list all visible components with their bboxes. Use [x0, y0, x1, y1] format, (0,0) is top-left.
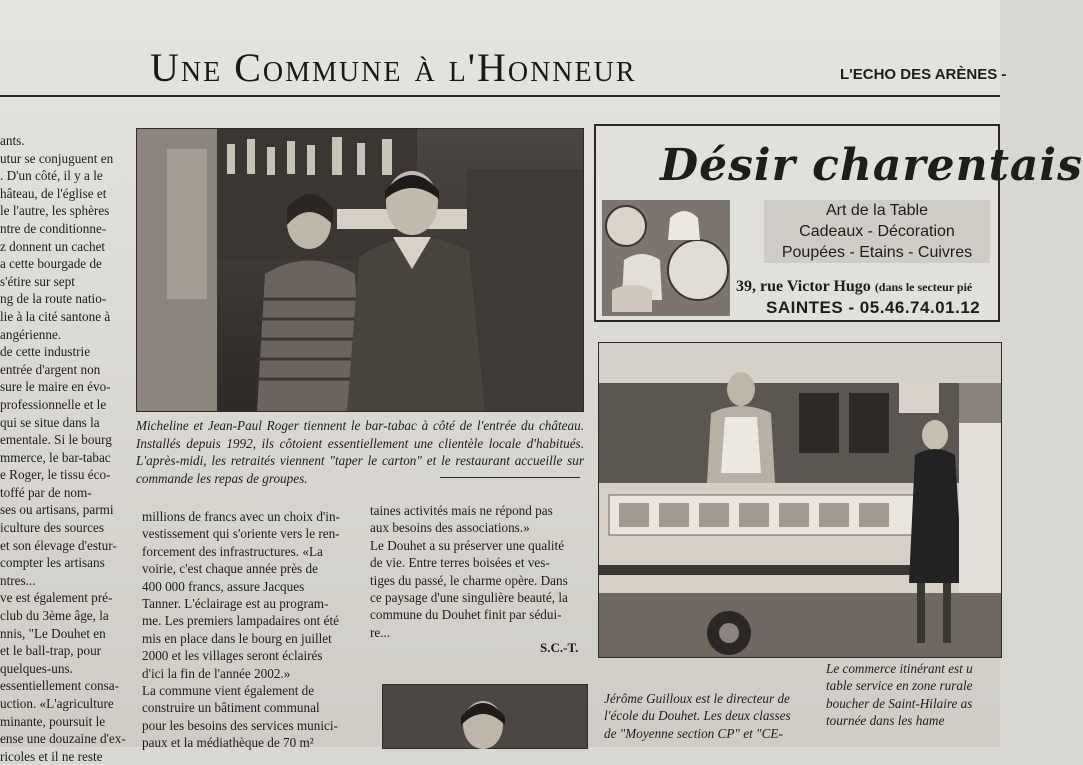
article-line: iculture des sources — [0, 520, 104, 536]
caption-rule — [440, 477, 580, 478]
middle-article-column — [142, 508, 356, 752]
article-line: construire un bâtiment communal — [142, 700, 320, 716]
article-line: angérienne. — [0, 326, 62, 342]
article-line: ense une douzaine d'ex- — [0, 731, 126, 747]
article-line: commune du Douhet finit par sédui- — [370, 607, 562, 623]
article-line: quelques-uns. — [0, 660, 73, 676]
article-line: ementale. Si le bourg — [0, 432, 112, 448]
article-line: 2000 et les villages seront éclairés — [142, 648, 323, 664]
page-title: Une Commune à l'Honneur — [150, 45, 637, 90]
article-line: a cette bourgade de — [0, 256, 102, 272]
ad-title: Désir charentais — [660, 140, 1083, 191]
article-line: e Roger, le tissu éco- — [0, 467, 111, 483]
advertisement-desir-charentais — [594, 124, 1083, 322]
article-line: boucher de Saint-Hilaire as — [826, 695, 973, 711]
article-line: qui se situe dans la — [0, 414, 100, 430]
teacher-illustration — [383, 685, 587, 748]
article-line: voirie, c'est chaque année près de — [142, 561, 318, 577]
article-line: de cette industrie — [0, 344, 91, 360]
article-line: ntre de conditionne- — [0, 220, 107, 236]
article-line: ants. — [0, 133, 25, 148]
article-line: et le ball-trap, pour — [0, 643, 102, 659]
article-line: minante, poursuit le — [0, 713, 106, 729]
article-line: paux et la médiathèque de 70 m² — [142, 735, 314, 751]
article-line: et son élevage d'estur- — [0, 537, 117, 553]
article-line: de vie. Entre terres boisées et ves- — [370, 555, 550, 571]
article-line: Le Douhet a su préserver une qualité — [370, 537, 565, 553]
article-line: . D'un côté, il y a le — [0, 168, 103, 184]
section-label: L'ECHO DES ARÈNES - — [840, 66, 1007, 83]
article-line: 400 000 francs, assure Jacques — [142, 578, 305, 594]
author-signature: S.C.-T. — [540, 640, 579, 655]
ad-address — [736, 278, 972, 296]
teacher-caption — [604, 690, 814, 742]
caption-line: l'école du Douhet. Les deux classes — [604, 708, 791, 724]
article-line: aux besoins des associations.» — [370, 520, 530, 536]
article-line: compter les artisans — [0, 555, 105, 571]
butcher-truck-illustration — [599, 343, 1001, 657]
teacher-photo — [382, 684, 588, 749]
article-line: ce paysage d'une singulière beauté, la — [370, 590, 568, 606]
bar-interior-illustration — [137, 129, 583, 411]
article-line: ses ou artisans, parmi — [0, 502, 114, 518]
article-line: essentiellement consa- — [0, 678, 120, 694]
article-line: club du 3ème âge, la — [0, 608, 109, 624]
ad-address-note: (dans le secteur pié — [874, 280, 973, 294]
article-line: s'étire sur sept — [0, 273, 75, 289]
right-article-column — [370, 502, 584, 641]
article-line: mis en place dans le bourg en juillet — [142, 630, 332, 646]
article-line: Le commerce itinérant est u — [826, 661, 973, 676]
article-line: Tanner. L'éclairage est au program- — [142, 596, 329, 612]
article-line: vestissement qui s'oriente vers le ren- — [142, 526, 340, 542]
article-line: d'ici la fin de l'année 2002.» — [142, 665, 291, 681]
article-line: ntres... — [0, 572, 36, 588]
article-line: re... — [370, 624, 391, 640]
article-line: tiges du passé, le charme opère. Dans — [370, 572, 568, 588]
bar-tabac-photo — [136, 128, 584, 412]
article-line: table service en zone rurale — [826, 678, 973, 694]
article-line: entrée d'argent non — [0, 361, 101, 377]
left-article-column — [0, 132, 128, 765]
article-line: professionnelle et le — [0, 396, 107, 412]
article-line: utur se conjuguent en — [0, 150, 114, 166]
ad-service-line: Poupées - Etains - Cuivres — [781, 244, 973, 261]
tableware-illustration — [602, 200, 730, 316]
far-right-article-text — [826, 660, 1026, 730]
article-line: lie à la cité santone à — [0, 308, 111, 324]
article-line: pour les besoins des services munici- — [142, 717, 338, 733]
ad-services-box — [764, 200, 990, 263]
caption-line: de "Moyenne section CP" et "CE- — [604, 725, 783, 741]
article-line: z donnent un cachet — [0, 238, 106, 254]
article-line: forcement des infrastructures. «La — [142, 543, 323, 559]
article-line: taines activités mais ne répond pas — [370, 503, 553, 518]
article-line: uction. «L'agriculture — [0, 696, 114, 711]
caption-line: Jérôme Guilloux est le directeur de — [604, 691, 790, 706]
article-line: sure le maire en évo- — [0, 379, 111, 395]
article-line: ng de la route natio- — [0, 291, 107, 307]
article-line: La commune vient également de — [142, 683, 315, 699]
ad-service-line: Art de la Table — [826, 202, 928, 219]
article-line: le l'autre, les sphères — [0, 203, 110, 219]
ad-address-street: 39, rue Victor Hugo — [736, 278, 871, 295]
article-line: nnis, "Le Douhet en — [0, 625, 106, 641]
market-truck-photo — [598, 342, 1002, 658]
ad-phone: SAINTES - 05.46.74.01.12 — [766, 298, 981, 317]
header-rule — [0, 95, 1000, 97]
article-line: ve est également pré- — [0, 590, 113, 606]
article-line: ricoles et il ne reste — [0, 748, 103, 764]
article-line: hâteau, de l'église et — [0, 185, 107, 201]
ad-service-line: Cadeaux - Décoration — [799, 223, 955, 240]
article-line: me. Les premiers lampadaires ont été — [142, 613, 340, 629]
photo-caption: Micheline et Jean-Paul Roger tiennent le bar-tabac à côté de l'entrée du château. Installés depuis 1992, ils côtoient essentiellement une clientèle locale d'habitués. L'après-midi, les retraités viennent "taper le carton" et le restaurant accueille sur commande les repas de groupes. — [136, 418, 584, 486]
article-line: millions de francs avec un choix d'in- — [142, 509, 340, 524]
article-line: mmerce, le bar-tabac — [0, 449, 111, 465]
article-line: tournée dans les hame — [826, 713, 945, 729]
article-line: toffé par de nom- — [0, 484, 92, 500]
